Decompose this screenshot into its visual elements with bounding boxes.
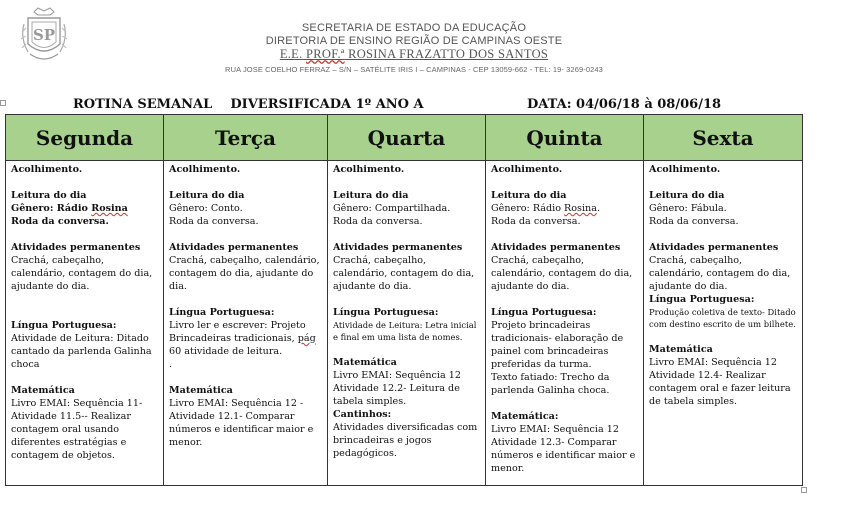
routine-date: DATA: 04/06/18 à 08/06/18 — [527, 97, 722, 112]
cell-quarta[interactable] — [328, 161, 486, 486]
mat-head: Matemática — [333, 357, 397, 368]
title-bar — [0, 97, 842, 113]
ativ-body: Crachá, cabeçalho, calendário, contagem do dia, ajudante do dia. — [649, 255, 791, 292]
leitura-label: Leitura do dia — [333, 190, 409, 201]
header-address: RUA JOSE COELHO FERRAZ – S/N – SATÉLITE IRIS I – CAMPINAS - CEP 13059-662 - TEL: 19- 3269-0243 — [225, 65, 603, 74]
mat-livro: Livro EMAI: Sequência 12 — [491, 424, 619, 435]
leitura-label: Leitura do dia — [649, 190, 725, 201]
table-resize-handle[interactable] — [801, 487, 807, 493]
lp-dot: . — [169, 359, 173, 370]
lp-body: Livro ler e escrever: Projeto Brincadeiras tradicionais, pág 60 atividade de leitura. — [169, 320, 316, 357]
cell-sexta[interactable] — [644, 161, 803, 486]
ativ-body: Crachá, cabeçalho, calendário, contagem do dia, ajudante do dia. — [169, 255, 320, 292]
roda-label: Roda da conversa. — [11, 216, 109, 227]
mat-head: Matemática — [11, 385, 75, 396]
ativ-head: Atividades permanentes — [333, 242, 463, 253]
sao-paulo-state-seal-icon — [20, 4, 68, 68]
day-header-segunda: Segunda — [6, 115, 164, 161]
roda-label: Roda da conversa. — [491, 216, 581, 227]
day-header-quinta: Quinta — [486, 115, 644, 161]
acolhimento-label: Acolhimento. — [333, 164, 405, 175]
cantinhos-body: Atividades diversificadas com brincadeiras e jogos pedagógicos. — [333, 422, 478, 459]
roda-label: Roda da conversa. — [649, 216, 739, 227]
day-header-quarta: Quarta — [328, 115, 486, 161]
cell-terca[interactable] — [164, 161, 328, 486]
school-name: ROSINA FRAZATTO DOS SANTOS — [348, 47, 549, 61]
ativ-body: Crachá, cabeçalho, calendário, contagem do dia, ajudante do dia. — [11, 255, 153, 292]
lp-body: Produção coletiva de texto- Ditado com destino escrito de um bilhete. — [649, 307, 796, 329]
ativ-body: Crachá, cabeçalho, calendário, contagem do dia, ajudante do dia. — [491, 255, 633, 292]
mat-body: Atividade 12.1- Comparar números e identificar maior e menor. — [169, 411, 314, 448]
header-line-2: DIRETORIA DE ENSINO REGIÃO DE CAMPINAS OESTE — [265, 35, 563, 47]
day-header-sexta: Sexta — [644, 115, 803, 161]
days-header-row — [6, 115, 803, 161]
ativ-head: Atividades permanentes — [649, 242, 779, 253]
mat-head: Matemática — [169, 385, 233, 396]
mat-body: Atividade 12.4- Realizar contagem oral e fazer leitura de tabela simples. — [649, 370, 791, 407]
ativ-body: Crachá, cabeçalho, calendário, contagem do dia, ajudante do dia. — [333, 255, 475, 292]
roda-label: Roda da conversa. — [169, 216, 259, 227]
mat-body: Atividade 11.5-- Realizar contagem oral usando diferentes estratégias e contagem de objetos. — [11, 411, 131, 461]
lp-head: Língua Portuguesa: — [333, 307, 439, 318]
header-school-name — [160, 48, 668, 61]
acolhimento-label: Acolhimento. — [11, 164, 83, 175]
mat-head: Matemática — [649, 344, 713, 355]
routine-title: ROTINA SEMANAL DIVERSIFICADA 1º ANO A — [73, 97, 424, 112]
leitura-label: Leitura do dia — [491, 190, 567, 201]
mat-livro: Livro EMAI: Sequência 11- — [11, 398, 143, 409]
lp-body: Atividade de Leitura: Ditado cantado da parlenda Galinha choca — [11, 333, 152, 370]
mat-body: Atividade 12.3- Comparar números e identificar maior e menor. — [491, 437, 636, 474]
header-line-1: SECRETARIA DE ESTADO DA EDUCAÇÃO — [301, 22, 527, 34]
lp-head: Língua Portuguesa: — [11, 320, 117, 331]
cantinhos-head: Cantinhos: — [333, 409, 392, 420]
genero-text: Gênero: Rádio Rosina. — [491, 203, 600, 214]
lp-body-2: Texto fatiado: Trecho da parlenda Galinha choca. — [491, 372, 610, 396]
genero-text: Gênero: Conto. — [169, 203, 243, 214]
leitura-label: Leitura do dia — [169, 190, 245, 201]
lp-body: Atividade de Leitura: Letra inicial e final em uma lista de nomes. — [333, 320, 477, 342]
mat-head: Matemática: — [491, 411, 559, 422]
lp-head: Língua Portuguesa: — [491, 307, 597, 318]
acolhimento-label: Acolhimento. — [169, 164, 241, 175]
ativ-head: Atividades permanentes — [11, 242, 141, 253]
school-prefix: E.E. — [279, 47, 303, 61]
roda-label: Roda da conversa. — [333, 216, 423, 227]
weekly-routine-table — [5, 114, 803, 486]
mat-livro: Livro EMAI: Sequência 12 - — [169, 398, 304, 409]
svg-text:SP: SP — [32, 26, 56, 44]
school-header — [160, 22, 668, 76]
day-header-terca: Terça — [164, 115, 328, 161]
lp-head: Língua Portuguesa: — [169, 307, 275, 318]
acolhimento-label: Acolhimento. — [491, 164, 563, 175]
genero-text: Gênero: Fábula. — [649, 203, 727, 214]
mat-body: Atividade 12.2- Leitura de tabela simples. — [333, 383, 460, 407]
genero-text: Gênero: Compartilhada. — [333, 203, 451, 214]
mat-livro: Livro EMAI: Sequência 12 — [333, 370, 461, 381]
lp-body: Projeto brincadeiras tradicionais- elaboração de painel com brincadeiras preferidas da turma. — [491, 320, 624, 370]
cell-quinta[interactable] — [486, 161, 644, 486]
school-title: PROF.ª — [305, 47, 345, 61]
routine-row — [6, 161, 803, 486]
ativ-head: Atividades permanentes — [491, 242, 621, 253]
genero-text: Gênero: Rádio Rosina — [11, 203, 128, 214]
acolhimento-label: Acolhimento. — [649, 164, 721, 175]
lp-head: Língua Portuguesa: — [649, 294, 755, 305]
leitura-label: Leitura do dia — [11, 190, 87, 201]
ativ-head: Atividades permanentes — [169, 242, 299, 253]
cell-segunda[interactable] — [6, 161, 164, 486]
mat-livro: Livro EMAI: Sequência 12 — [649, 357, 777, 368]
